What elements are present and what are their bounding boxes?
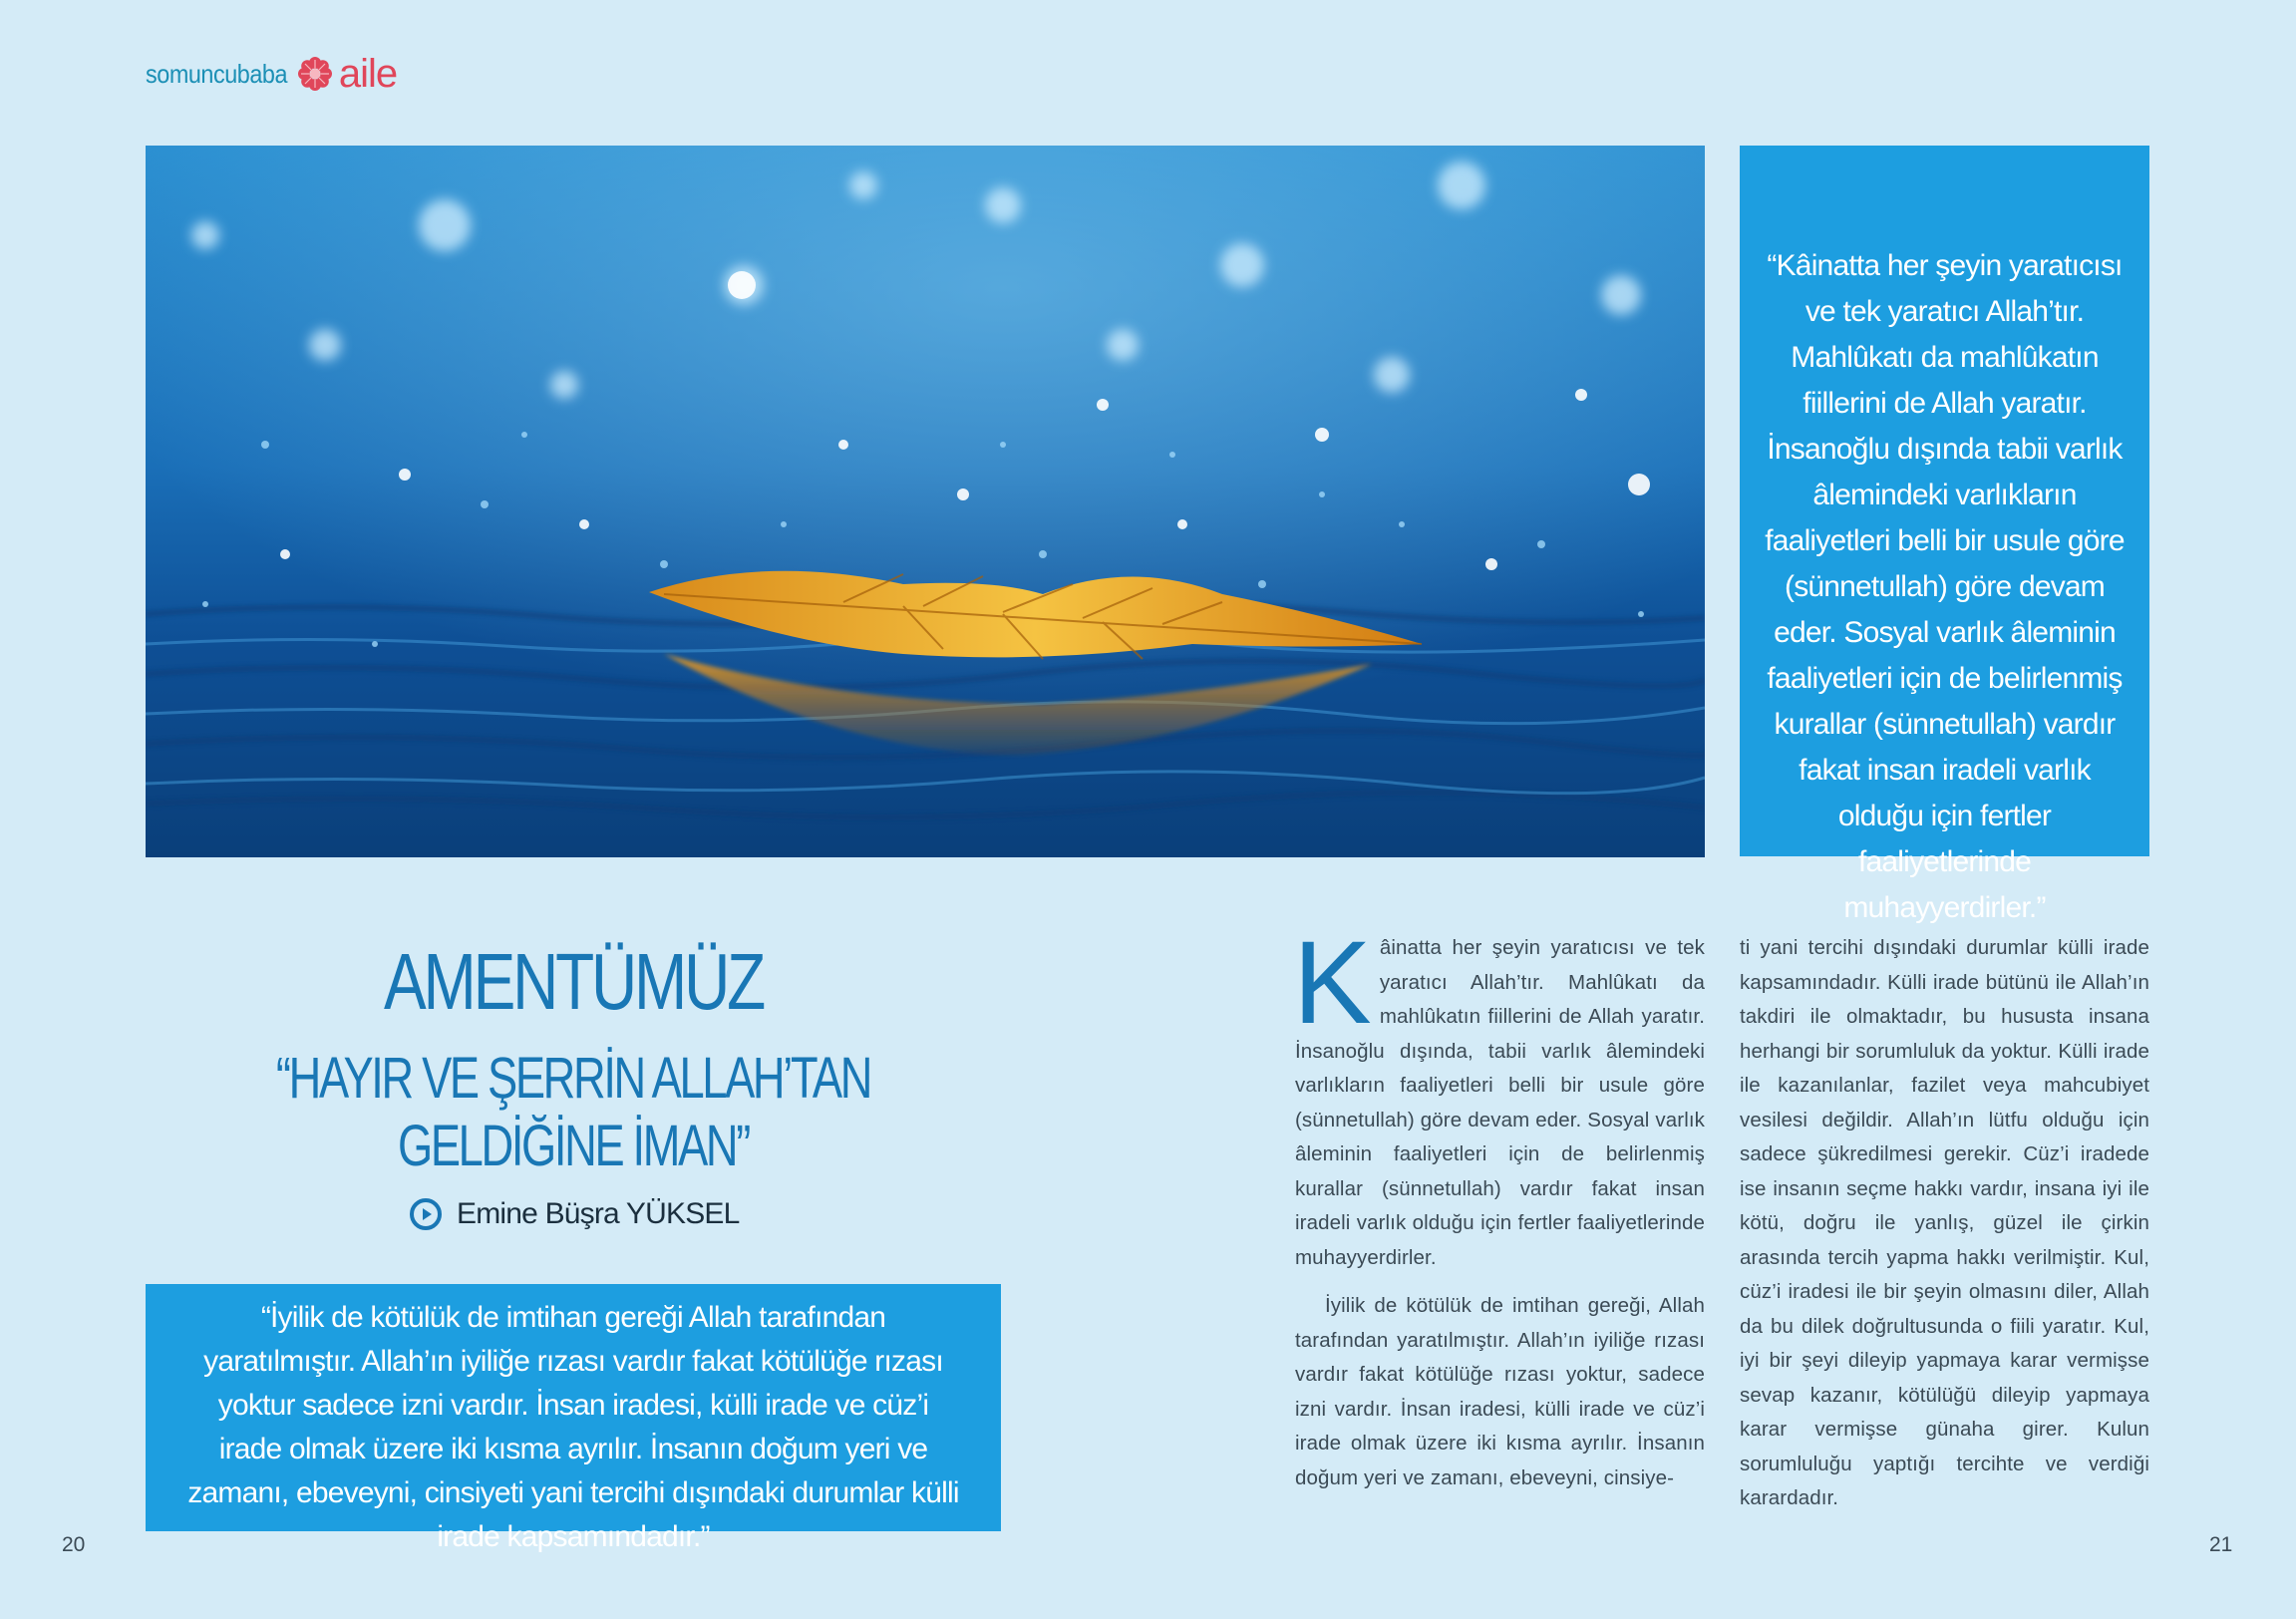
page-number-right: 21 (2209, 1533, 2233, 1556)
logo-word-aile: aile (338, 52, 398, 96)
magazine-logo (146, 52, 397, 96)
article-column-2 (1740, 931, 2149, 1516)
author-byline (409, 1195, 740, 1233)
page-number-left: 20 (62, 1533, 86, 1556)
article-column-1 (1293, 917, 1705, 1495)
pull-quote-right: “Kâinatta her şeyin yaratıcısı ve tek yaratıcı Allah’tır. Mahlûkatı da mahlûkatın fiillerini de Allah yaratır. İnsanoğlu dışında tabii varlık âlemindeki varlıkların faaliyetleri belli bir usule göre (sünnetullah) göre devam eder. Sosyal varlık âleminin faaliyetleri için de belirlenmiş kurallar (sünnetullah) vardır fakat insan iradeli varlık olduğu için fertler faaliyetlerinde muhayyerdirler.” (1740, 146, 2149, 856)
article-paragraph-3: ti yani tercihi dışındaki durumlar külli irade kapsamındadır. Külli irade bütünü ile Allah’ın takdiri ile olmaktadır, bu hususta insana herhangi bir sorumluluk da yoktur. Külli irade ile kazanılanlar, fazilet veya mahcubiyet vesilesi değildir. Allah’ın lütfu olduğu için sadece şükredilmesi gerekir. Cüz’i iradede ise insanın seçme hakkı vardır, insana iyi ile kötü, doğru ile yanlış, güzel ile çirkin arasında tercih yapma hakkı verilmiştir. Kul, cüz’i iradesi ile bir şeyin olmasını diler, Allah da bu dilek doğrultusunda o fiili yaratır. Kul, iyi bir şeyi dileyip yapmaya karar vermişse sevap kazanır, kötülüğü dileyip yapmaya karar vermişse günaha girer. Kulun sorumluluğu yaptığı tercihte ve verdiği karardadır. (1740, 936, 2149, 1509)
article-paragraph-1 (1293, 917, 1705, 1275)
logo-word-somuncubaba: somuncubaba (146, 58, 288, 89)
author-name: Emine Büşra YÜKSEL (457, 1197, 740, 1230)
pull-quote-left: “İyilik de kötülük de imtihan gereği Allah tarafından yaratılmıştır. Allah’ın iyiliğe rızası vardır fakat kötülüğe rızası yoktur sadece izni vardır. İnsan iradesi, külli irade ve cüz’i irade olmak üzere iki kısma ayrılır. İnsanın doğum yeri ve zamanı, ebeveyni, cinsiyeti yani tercihi dışındaki durumlar külli irade kapsamındadır.” (146, 1284, 1001, 1531)
drop-cap: K (1293, 917, 1372, 1049)
article-title: AMENTÜMÜZ (383, 937, 764, 1026)
article-subtitle: “HAYIR VE ŞERRİN ALLAH’TAN GELDİĞİNE İMAN” (275, 1046, 871, 1178)
article-paragraph-2: İyilik de kötülük de imtihan gereği, Allah tarafından yaratılmıştır. Allah’ın iyiliğe rızası vardır fakat kötülüğe rızası yoktur, sadece izni vardır. İnsan iradesi, külli irade ve cüz’i irade olmak üzere iki kısma ayrılır. İnsanın doğum yeri ve zamanı, ebeveyni, cinsiye- (1295, 1294, 1705, 1489)
play-circle-icon (409, 1197, 443, 1231)
hero-photo-leaf-on-water (146, 146, 1705, 857)
paragraph-1-text: âinatta her şeyin yaratıcısı ve tek yaratıcı Allah’tır. Mahlûkatı da mahlûkatın fiillerini de Allah yaratır. İnsanoğlu dışında, tabii varlık âlemindeki varlıkların faaliyetleri belli bir usule göre (sünnetullah) göre devam eder. Sosyal varlık âleminin faaliyetleri için de belirlenmiş kurallar (sünnetullah) vardır fakat insan iradeli varlık olduğu için fertler faaliyetlerinde muhayyerdirler. (1295, 936, 1705, 1269)
flower-icon (297, 56, 333, 92)
